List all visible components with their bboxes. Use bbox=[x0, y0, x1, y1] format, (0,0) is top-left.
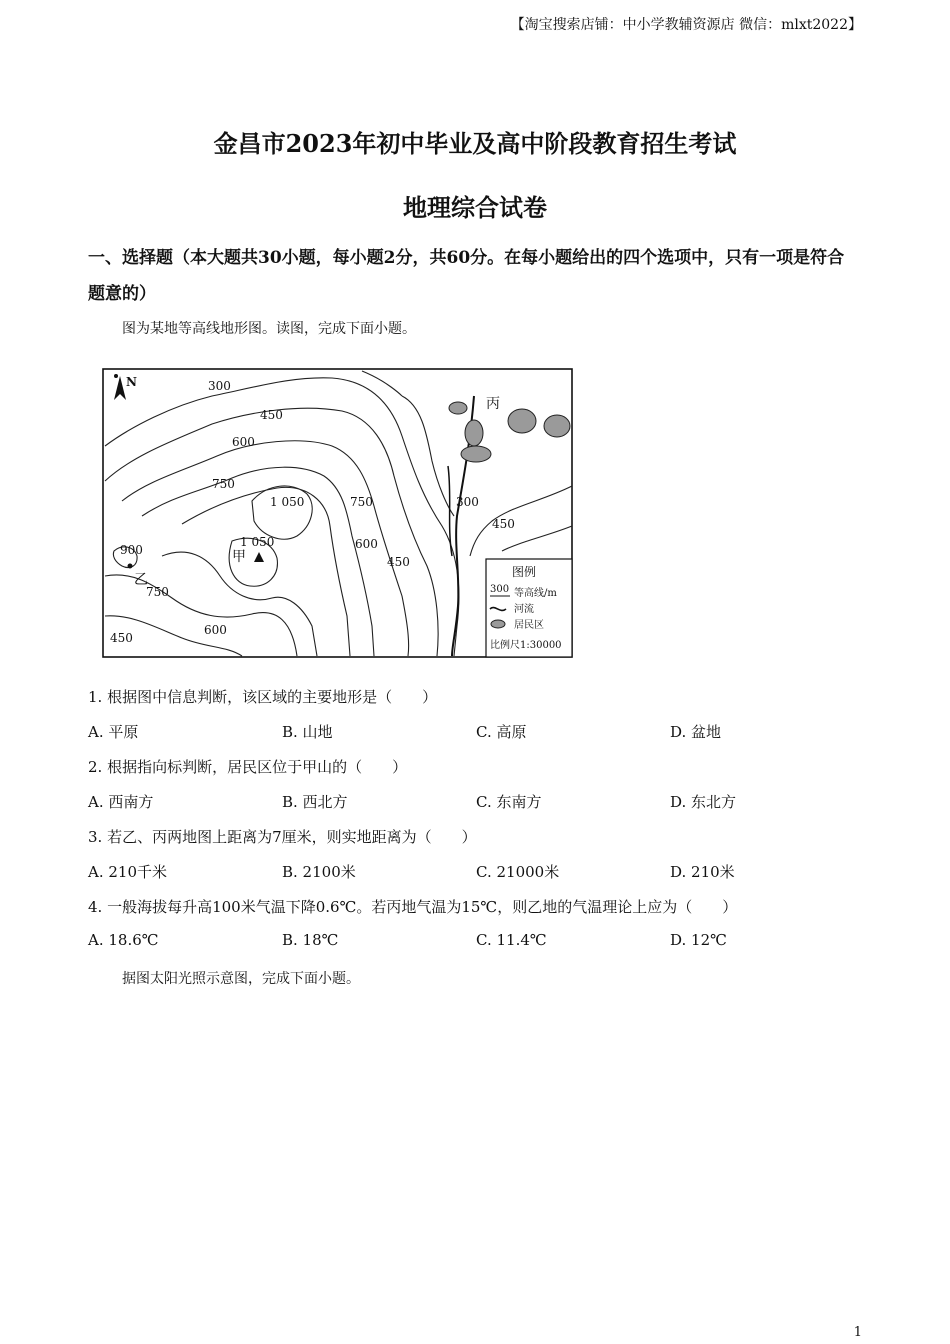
residential-area bbox=[461, 446, 491, 462]
q4-option-b[interactable]: B. 18℃ bbox=[282, 931, 339, 949]
q1-option-b[interactable]: B. 山地 bbox=[282, 723, 333, 741]
question-4: 4. 一般海拔每升高100米气温下降0.6℃。若丙地气温为15℃，则乙地的气温理论上应为（ ） bbox=[88, 898, 738, 916]
question-3: 3. 若乙、丙两地图上距离为7厘米，则实地距离为（ ） bbox=[88, 828, 477, 846]
sun-intro: 据图太阳光照示意图，完成下面小题。 bbox=[122, 971, 360, 987]
contour-label: 600 bbox=[355, 537, 378, 551]
q2-option-a[interactable]: A. 西南方 bbox=[88, 793, 154, 811]
residential-area bbox=[508, 409, 536, 433]
contour-label: 300 bbox=[208, 379, 231, 393]
question-2: 2. 根据指向标判断，居民区位于甲山的（ ） bbox=[88, 758, 408, 776]
legend-title: 图例 bbox=[512, 565, 537, 579]
q4-option-d[interactable]: D. 12℃ bbox=[670, 931, 727, 949]
contour-map bbox=[102, 366, 574, 658]
contour-label: 300 bbox=[456, 495, 479, 509]
contour-label: 900 bbox=[120, 543, 143, 557]
header-note: 【淘宝搜索店铺：中小学教辅资源店 微信：mlxt2022】 bbox=[510, 17, 862, 33]
q3-option-d[interactable]: D. 210米 bbox=[670, 863, 735, 881]
page-number: 1 bbox=[853, 1325, 862, 1340]
q3-option-a[interactable]: A. 210千米 bbox=[88, 863, 167, 881]
q2-option-c[interactable]: C. 东南方 bbox=[476, 793, 542, 811]
q2-option-d[interactable]: D. 东北方 bbox=[670, 793, 737, 811]
map-intro: 图为某地等高线地形图。读图，完成下面小题。 bbox=[122, 321, 416, 337]
q3-option-b[interactable]: B. 2100米 bbox=[282, 863, 356, 881]
residential-area bbox=[465, 420, 483, 446]
q1-option-c[interactable]: C. 高原 bbox=[476, 723, 527, 741]
contour-label: 450 bbox=[110, 631, 133, 645]
legend-contour-label: 等高线/m bbox=[514, 588, 557, 599]
contour-label: 750 bbox=[212, 477, 235, 491]
contour-label: 1 050 bbox=[240, 535, 275, 549]
place-bing-label: 丙 bbox=[486, 396, 500, 412]
q4-option-a[interactable]: A. 18.6℃ bbox=[88, 931, 159, 949]
q4-option-c[interactable]: C. 11.4℃ bbox=[476, 931, 547, 949]
contour-label: 750 bbox=[146, 585, 169, 599]
contour-label: 450 bbox=[492, 517, 515, 531]
contour-map-svg bbox=[102, 366, 574, 658]
legend-contour-value: 300 bbox=[490, 584, 510, 595]
place-yi-label: 乙 bbox=[134, 572, 148, 588]
exam-subtitle: 地理综合试卷 bbox=[403, 193, 547, 222]
north-label: N bbox=[126, 375, 137, 389]
legend-residential-label: 居民区 bbox=[514, 620, 544, 631]
q2-option-b[interactable]: B. 西北方 bbox=[282, 793, 348, 811]
residential-area bbox=[449, 402, 467, 414]
exam-title: 金昌市2023年初中毕业及高中阶段教育招生考试 bbox=[213, 129, 737, 158]
map-legend bbox=[486, 559, 572, 657]
legend-river-label: 河流 bbox=[514, 604, 534, 615]
contour-label: 1 050 bbox=[270, 495, 305, 509]
contour-label: 600 bbox=[204, 623, 227, 637]
q3-option-c[interactable]: C. 21000米 bbox=[476, 863, 560, 881]
question-1: 1. 根据图中信息判断，该区域的主要地形是（ ） bbox=[88, 688, 438, 706]
q1-option-a[interactable]: A. 平原 bbox=[88, 723, 139, 741]
section-heading: 一、选择题（本大题共30小题，每小题2分，共60分。在每小题给出的四个选项中，只有一项是符合题意的） bbox=[88, 248, 845, 304]
q1-option-d[interactable]: D. 盆地 bbox=[670, 723, 722, 741]
contour-label: 450 bbox=[387, 555, 410, 569]
legend-residential-icon bbox=[491, 620, 505, 628]
place-jia-label: 甲 bbox=[232, 549, 246, 565]
contour-label: 450 bbox=[260, 408, 283, 422]
legend-scale-label: 比例尺1:30000 bbox=[490, 640, 562, 651]
point-yi-icon bbox=[128, 564, 133, 569]
residential-area bbox=[544, 415, 570, 437]
contour-label: 600 bbox=[232, 435, 255, 449]
contour-label: 750 bbox=[350, 495, 373, 509]
